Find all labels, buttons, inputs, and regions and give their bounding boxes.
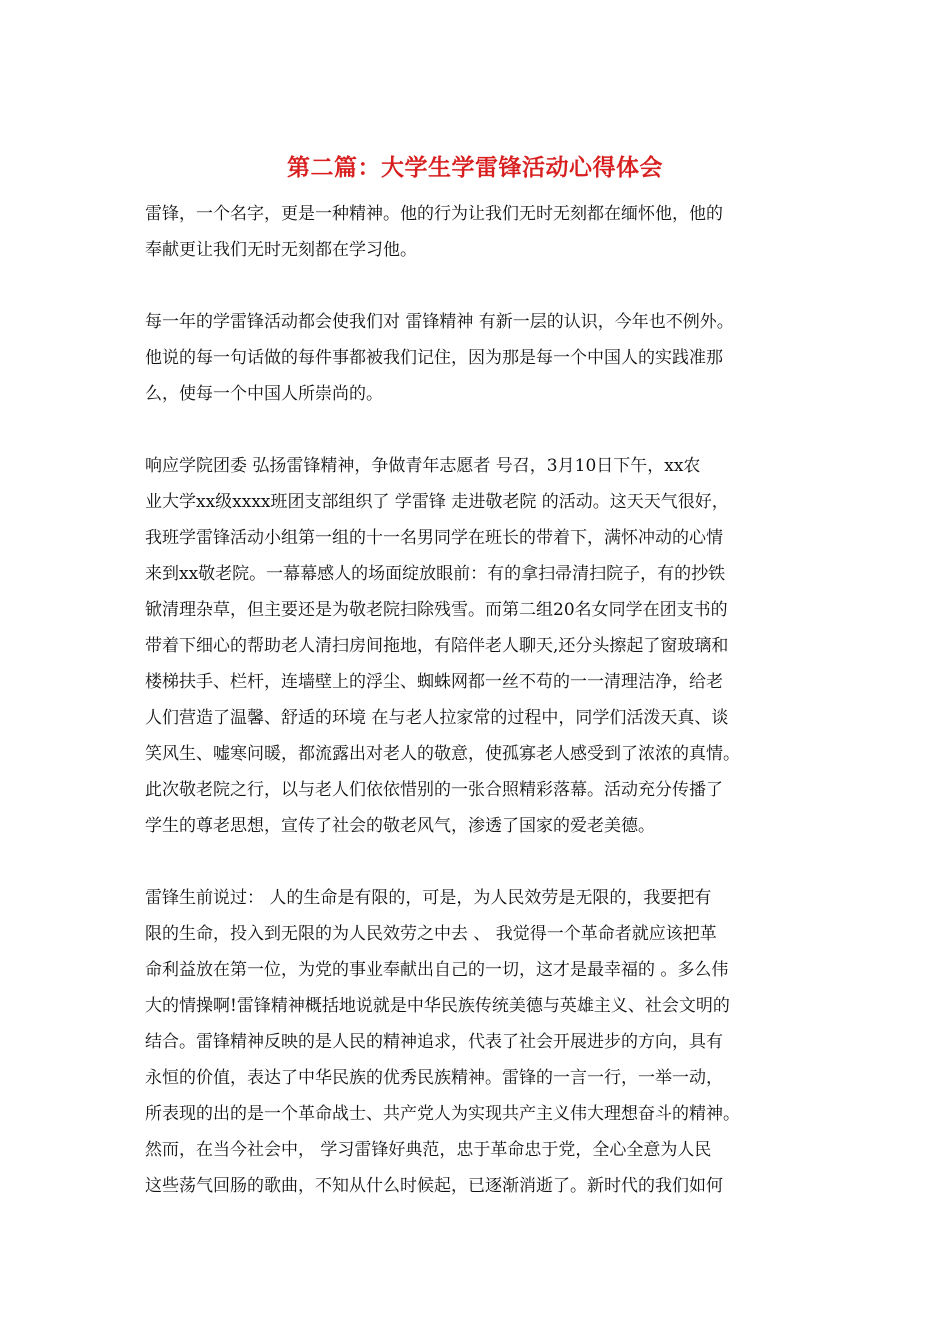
text-line: 限的生命，投入到无限的为人民效劳之中去 、 我觉得一个革命者就应该把革 [145,924,717,944]
text-line: 雷锋，一个名字，更是一种精神。他的行为让我们无时无刻都在缅怀他，他的 [145,204,723,224]
text-line: 结合。雷锋精神反映的是人民的精神追求，代表了社会开展进步的方向，具有 [145,1032,723,1052]
text-line: 大的情操啊!雷锋精神概括地说就是中华民族传统美德与英雄主义、社会文明的 [145,996,730,1016]
text-line: 雷锋生前说过： 人的生命是有限的，可是，为人民效劳是无限的，我要把有 [145,888,712,908]
text-line: 笑风生、嘘寒问暖，都流露出对老人的敬意，使孤寡老人感受到了浓浓的真情。 [145,744,740,764]
text-line: 永恒的价值，表达了中华民族的优秀民族精神。雷锋的一言一行，一举一动， [145,1068,723,1088]
text-line: 每一年的学雷锋活动都会使我们对 雷锋精神 有新一层的认识，今年也不例外。 [145,312,734,332]
text-line: 奉献更让我们无时无刻都在学习他。 [145,240,417,260]
text-line: 人们营造了温馨、舒适的环境 在与老人拉家常的过程中，同学们活泼天真、谈 [145,708,729,728]
text-line: 学生的尊老思想，宣传了社会的敬老风气，渗透了国家的爱老美德。 [145,816,655,836]
text-line: 然而，在当今社会中， 学习雷锋好典范，忠于革命忠于党，全心全意为人民 [145,1140,712,1160]
text-line: 来到xx敬老院。一幕幕感人的场面绽放眼前：有的拿扫帚清扫院子，有的抄铁 [145,564,726,584]
text-line: 此次敬老院之行，以与老人们依依惜别的一张合照精彩落幕。活动充分传播了 [145,780,723,800]
text-line: 么，使每一个中国人所崇尚的。 [145,384,383,404]
text-line: 所表现的出的是一个革命战士、共产党人为实现共产主义伟大理想奋斗的精神。 [145,1104,740,1124]
text-line: 我班学雷锋活动小组第一组的十一名男同学在班长的带着下，满怀冲动的心情 [145,528,723,548]
text-line: 楼梯扶手、栏杆，连墙壁上的浮尘、蜘蛛网都一丝不苟的一一清理洁净，给老 [145,672,723,692]
document-title: 第二篇：大学生学雷锋活动心得体会 [287,154,663,181]
document-body [145,196,835,1240]
text-line: 命利益放在第一位，为党的事业奉献出自己的一切，这才是最幸福的 。多么伟 [145,960,729,980]
paragraph-2 [145,304,835,412]
text-line: 带着下细心的帮助老人清扫房间拖地，有陪伴老人聊天,还分头擦起了窗玻璃和 [145,636,729,656]
paragraph-1 [145,196,835,268]
paragraph-4 [145,880,835,1204]
text-line: 响应学院团委 弘扬雷锋精神，争做青年志愿者 号召，3月10日下午，xx农 [145,456,701,476]
text-line: 这些荡气回肠的歌曲，不知从什么时候起，已逐渐消逝了。新时代的我们如何 [145,1176,723,1196]
text-line: 他说的每一句话做的每件事都被我们记住，因为那是每一个中国人的实践准那 [145,348,723,368]
text-line: 锨清理杂草，但主要还是为敬老院扫除残雪。而第二组20名女同学在团支书的 [145,600,728,620]
paragraph-3 [145,448,835,844]
text-line: 业大学xx级xxxx班团支部组织了 学雷锋 走进敬老院 的活动。这天天气很好， [145,492,729,512]
